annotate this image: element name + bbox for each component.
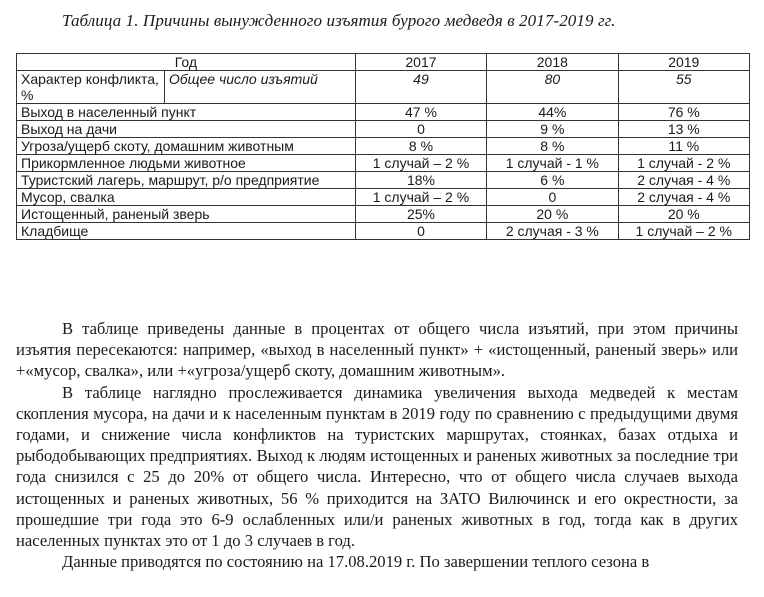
- table-header-row: [17, 54, 750, 71]
- reason-rows: [17, 104, 750, 240]
- reason-value-2019: 2 случая - 4 %: [618, 189, 749, 206]
- table-row: [17, 172, 750, 189]
- year-2018-header: 2018: [487, 54, 618, 71]
- reason-value-2017: 25%: [355, 206, 486, 223]
- body-text: [16, 318, 738, 572]
- reason-value-2019: 2 случая - 4 %: [618, 172, 749, 189]
- reason-value-2018: 0: [487, 189, 618, 206]
- reason-value-2019: 1 случай - 2 %: [618, 155, 749, 172]
- paragraph-3: Данные приводятся по состоянию на 17.08.2019 г. По завершении теплого сезона в: [62, 552, 650, 572]
- year-2017-header: 2017: [355, 54, 486, 71]
- reason-value-2018: 6 %: [487, 172, 618, 189]
- reason-label: Прикормленное людьми животное: [17, 155, 356, 172]
- reason-label: Кладбище: [17, 223, 356, 240]
- paragraph-1: В таблице приведены данные в процентах от общего числа изъятий, при этом причины изъятия пересекаются: например, «выход в населенный пункт» + «истощенный, раненый зверь» или +«мусор, свалка», или +«угроза/ущерб скоту, домашним животным».: [16, 319, 738, 381]
- year-header-cell: Год: [17, 54, 356, 71]
- reason-value-2018: 20 %: [487, 206, 618, 223]
- reason-label: Выход в населенный пункт: [17, 104, 356, 121]
- reason-value-2018: 1 случай - 1 %: [487, 155, 618, 172]
- reason-value-2017: 0: [355, 121, 486, 138]
- table-row: [17, 189, 750, 206]
- conflict-total-row: [17, 71, 750, 104]
- reason-label: Истощенный, раненый зверь: [17, 206, 356, 223]
- reason-label: Туристский лагерь, маршрут, р/о предприятие: [17, 172, 356, 189]
- total-removals-2018: 80: [487, 71, 618, 104]
- reason-value-2018: 2 случая - 3 %: [487, 223, 618, 240]
- reason-value-2017: 8 %: [355, 138, 486, 155]
- reason-label: Выход на дачи: [17, 121, 356, 138]
- total-removals-label: Общее число изъятий: [164, 71, 355, 104]
- reason-value-2017: 18%: [355, 172, 486, 189]
- reason-value-2018: 8 %: [487, 138, 618, 155]
- year-2019-header: 2019: [618, 54, 749, 71]
- reason-label: Мусор, свалка: [17, 189, 356, 206]
- reason-value-2019: 76 %: [618, 104, 749, 121]
- table-row: [17, 121, 750, 138]
- bear-removal-table: [16, 53, 750, 240]
- table-row: [17, 223, 750, 240]
- reason-value-2017: 47 %: [355, 104, 486, 121]
- table-caption: Таблица 1. Причины вынужденного изъятия бурого медведя в 2017-2019 гг.: [62, 11, 616, 30]
- reason-label: Угроза/ущерб скоту, домашним животным: [17, 138, 356, 155]
- reason-value-2019: 1 случай – 2 %: [618, 223, 749, 240]
- reason-value-2018: 9 %: [487, 121, 618, 138]
- reason-value-2018: 44%: [487, 104, 618, 121]
- reason-value-2017: 1 случай – 2 %: [355, 155, 486, 172]
- table-row: [17, 104, 750, 121]
- conflict-type-label: Характер конфликта, %: [17, 71, 165, 104]
- total-removals-2017: 49: [355, 71, 486, 104]
- table-row: [17, 155, 750, 172]
- total-removals-2019: 55: [618, 71, 749, 104]
- table-row: [17, 138, 750, 155]
- reason-value-2019: 20 %: [618, 206, 749, 223]
- reason-value-2019: 11 %: [618, 138, 749, 155]
- reason-value-2017: 0: [355, 223, 486, 240]
- reason-value-2019: 13 %: [618, 121, 749, 138]
- reason-value-2017: 1 случай – 2 %: [355, 189, 486, 206]
- table-row: [17, 206, 750, 223]
- paragraph-2: В таблице наглядно прослеживается динамика увеличения выхода медведей к местам скопления мусора, на дачи и к населенным пунктам в 2019 году по сравнению с предыдущими двумя годами, и снижение числа конфликтов на туристских маршрутах, стоянках, базах отдыха и рыбодобывающих предприятиях. Выход к людям истощенных и раненых животных за последние три года снизился с 25 до 20% от общего числа. Интересно, что от общего числа случаев выхода истощенных и раненых животных, 56 % приходится на ЗАТО Вилючинск и его окрестности, за прошедшие три года это 6-9 ослабленных или/и раненых животных в год, тогда как в других населенных пунктах это от 1 до 3 случаев в год.: [16, 382, 738, 551]
